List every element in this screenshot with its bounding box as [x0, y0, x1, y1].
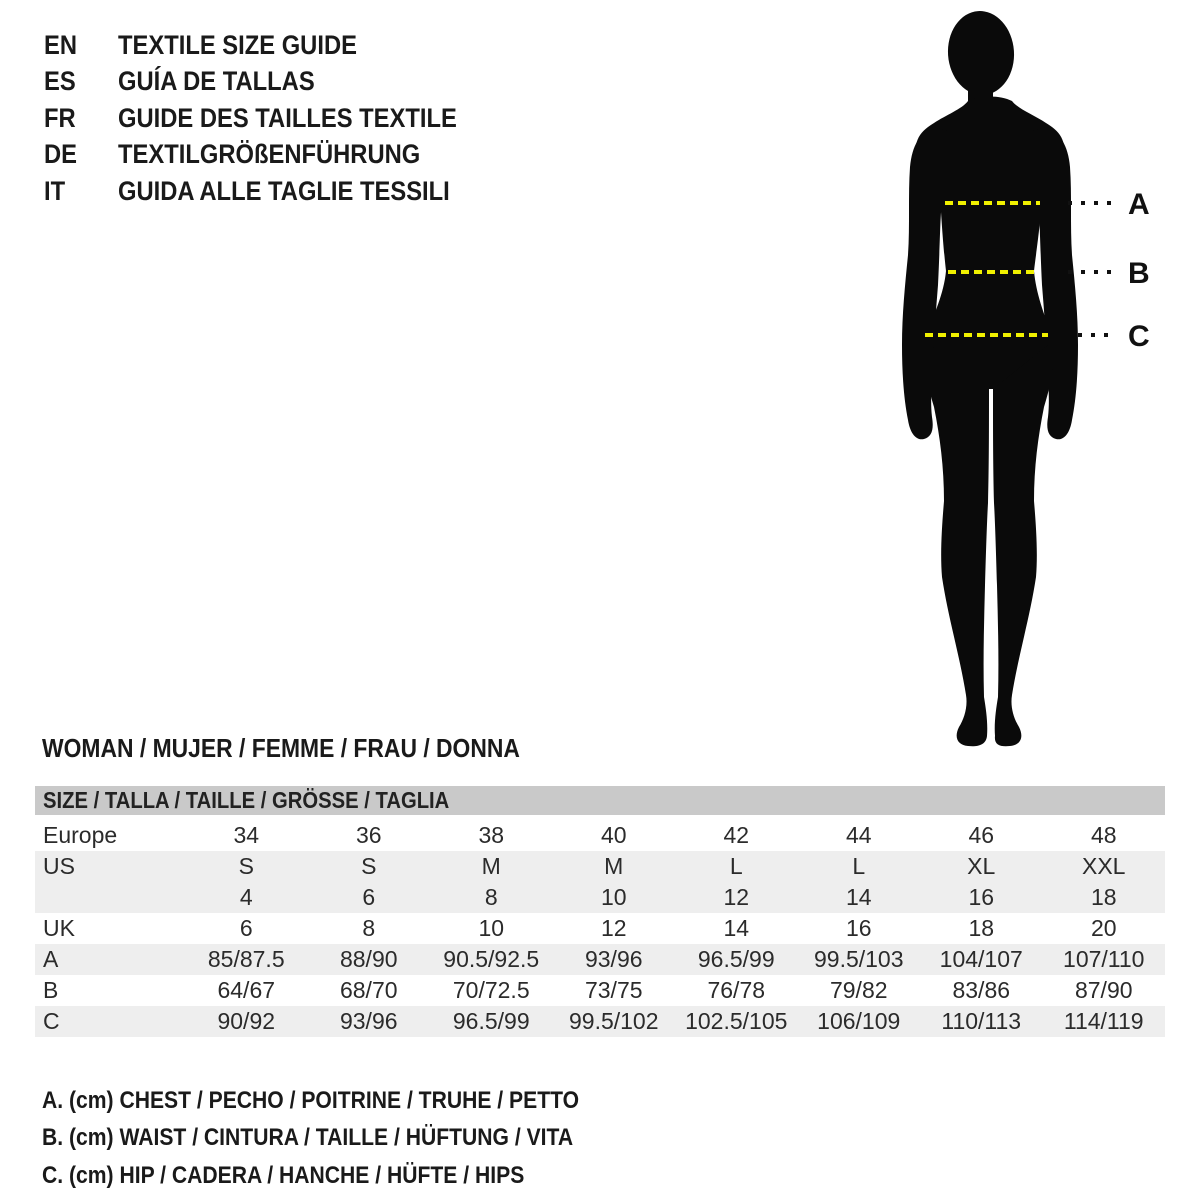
size-cell: 104/107 — [939, 946, 1023, 972]
lang-title-text: TEXTILE SIZE GUIDE — [118, 29, 357, 60]
size-cell: 14 — [845, 884, 872, 910]
lang-code-en — [44, 30, 118, 61]
lang-title-it — [118, 176, 495, 207]
size-cell: 107/110 — [1063, 946, 1145, 972]
lang-row-es — [44, 64, 503, 101]
lang-code-text: FR — [44, 102, 76, 133]
size-cell: 88/90 — [339, 946, 398, 972]
size-cell: S — [361, 853, 377, 879]
lang-code-text: DE — [44, 139, 78, 170]
size-cell: 79/82 — [829, 977, 888, 1003]
size-cell: 64/67 — [217, 977, 276, 1003]
size-cell: 12 — [723, 884, 750, 910]
size-cell: 106/109 — [817, 1008, 901, 1034]
size-cell: 90.5/92.5 — [443, 946, 540, 972]
lang-title-es — [118, 66, 342, 97]
row-label-c: C — [43, 1008, 60, 1034]
size-cell: XXL — [1082, 853, 1126, 879]
lang-title-text: GUIDA ALLE TAGLIE TESSILI — [118, 175, 450, 206]
lang-title-de — [118, 139, 462, 170]
size-cell: M — [481, 853, 501, 879]
size-cell: 16 — [845, 915, 872, 941]
size-cell: 96.5/99 — [697, 946, 775, 972]
measure-label-b: B — [1128, 257, 1150, 290]
size-cell: 6 — [362, 884, 376, 910]
size-cell: 42 — [723, 822, 750, 848]
size-cell: 76/78 — [707, 977, 766, 1003]
row-label-a: A — [43, 946, 59, 972]
lang-code-text: IT — [44, 175, 66, 206]
lang-code-fr — [44, 103, 118, 134]
legend-chest-text: A. (cm) CHEST / PECHO / POITRINE / TRUHE / PETTO — [42, 1086, 580, 1114]
woman-silhouette — [902, 9, 1078, 746]
size-cell: 73/75 — [584, 977, 643, 1003]
measure-label-c: C — [1128, 320, 1150, 353]
size-cell: 6 — [239, 915, 253, 941]
legend-waist-text: B. (cm) WAIST / CINTURA / TAILLE / HÜFTUNG / VITA — [42, 1124, 574, 1152]
size-cell: M — [604, 853, 624, 879]
size-cell: 18 — [1090, 884, 1117, 910]
lang-title-en — [118, 30, 390, 61]
row-label-europe: Europe — [43, 822, 118, 848]
table-row-chest-a — [35, 944, 1165, 975]
size-cell: L — [729, 853, 743, 879]
size-cell: 70/72.5 — [452, 977, 530, 1003]
table-row-europe — [35, 820, 1165, 851]
size-cell: 85/87.5 — [207, 946, 285, 972]
table-row-waist-b — [35, 975, 1165, 1006]
size-cell: 99.5/103 — [813, 946, 904, 972]
gender-section-title — [42, 733, 585, 764]
lang-title-text: GUIDE DES TAILLES TEXTILE — [118, 102, 457, 133]
size-cell: 83/86 — [952, 977, 1011, 1003]
size-cell: 20 — [1090, 915, 1117, 941]
size-cell: 46 — [968, 822, 995, 848]
measurement-legend — [42, 1082, 652, 1195]
size-cell: 87/90 — [1074, 977, 1133, 1003]
lang-row-fr — [44, 100, 503, 137]
lang-code-text: EN — [44, 29, 78, 60]
size-cell: S — [238, 853, 254, 879]
legend-chest — [42, 1082, 652, 1120]
size-cell: 110/113 — [941, 1008, 1022, 1034]
lang-title-fr — [118, 103, 503, 134]
size-cell: 18 — [968, 915, 995, 941]
size-cell: 93/96 — [339, 1008, 398, 1034]
size-cell: 10 — [478, 915, 505, 941]
lang-title-text: TEXTILGRÖßENFÜHRUNG — [118, 139, 421, 170]
row-label-us: US — [43, 853, 75, 879]
table-row-us — [35, 851, 1165, 882]
lang-row-de — [44, 137, 503, 174]
lang-code-de — [44, 139, 118, 170]
size-table — [35, 820, 1165, 1037]
size-cell: 40 — [600, 822, 627, 848]
size-cell: 8 — [484, 884, 498, 910]
lang-code-it — [44, 176, 118, 207]
size-cell: 68/70 — [339, 977, 398, 1003]
size-cell: L — [852, 853, 866, 879]
left-leg — [925, 337, 989, 746]
size-cell: 8 — [362, 915, 376, 941]
legend-hip — [42, 1157, 652, 1195]
table-header — [35, 786, 1165, 815]
table-row-us-numeric — [35, 882, 1165, 913]
table-row-hip-c — [35, 1006, 1165, 1037]
size-cell: 34 — [233, 822, 260, 848]
language-title-list — [44, 27, 503, 210]
size-cell: 99.5/102 — [568, 1008, 659, 1034]
size-cell: 93/96 — [584, 946, 643, 972]
size-cell: 90/92 — [217, 1008, 276, 1034]
right-leg — [993, 337, 1053, 746]
size-cell: 102.5/105 — [685, 1008, 788, 1034]
measure-label-a: A — [1128, 188, 1150, 221]
lang-code-es — [44, 66, 118, 97]
size-cell: 4 — [239, 884, 253, 910]
gender-section-title-text: WOMAN / MUJER / FEMME / FRAU / DONNA — [42, 733, 520, 763]
lang-row-it — [44, 173, 503, 210]
row-label-uk: UK — [43, 915, 75, 941]
size-cell: XL — [967, 853, 996, 879]
size-cell: 48 — [1090, 822, 1117, 848]
size-cell: 38 — [478, 822, 505, 848]
legend-waist — [42, 1120, 652, 1158]
table-row-uk — [35, 913, 1165, 944]
size-cell: 10 — [600, 884, 627, 910]
size-cell: 16 — [968, 884, 995, 910]
size-cell: 114/119 — [1063, 1008, 1144, 1034]
lang-title-text: GUÍA DE TALLAS — [118, 66, 315, 97]
size-cell: 12 — [600, 915, 627, 941]
table-header-text: SIZE / TALLA / TAILLE / GRÖSSE / TAGLIA — [43, 787, 450, 813]
lang-code-text: ES — [44, 66, 76, 97]
size-cell: 36 — [355, 822, 382, 848]
row-label-b: B — [43, 977, 59, 1003]
woman-silhouette-figure — [850, 5, 1190, 750]
size-cell: 44 — [845, 822, 872, 848]
size-cell: 14 — [723, 915, 750, 941]
lang-row-en — [44, 27, 503, 64]
legend-hip-text: C. (cm) HIP / CADERA / HANCHE / HÜFTE / HIPS — [42, 1161, 525, 1189]
size-cell: 96.5/99 — [452, 1008, 530, 1034]
